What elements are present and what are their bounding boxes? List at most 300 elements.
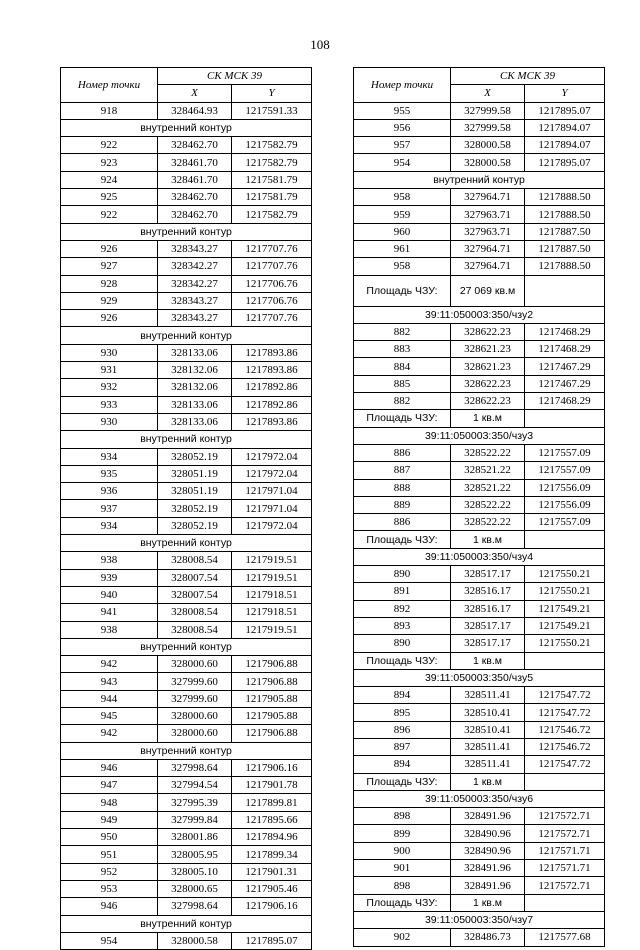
table-row — [354, 600, 605, 617]
point-number: 960 — [354, 223, 451, 240]
area-label: Площадь ЧЗУ: — [354, 410, 451, 427]
area-value: 1 кв.м — [451, 894, 525, 911]
x-coordinate: 328132.06 — [158, 362, 232, 379]
table-row — [61, 932, 312, 949]
contour-row — [61, 638, 312, 655]
y-coordinate: 1217893.86 — [232, 413, 312, 430]
y-coordinate: 1217972.04 — [232, 448, 312, 465]
y-coordinate: 1217468.29 — [525, 323, 605, 340]
point-number: 956 — [354, 119, 451, 136]
point-number: 902 — [354, 929, 451, 946]
point-number: 938 — [61, 552, 158, 569]
point-number: 929 — [61, 292, 158, 309]
x-coordinate: 328622.23 — [451, 393, 525, 410]
table-row — [354, 842, 605, 859]
table-row — [354, 189, 605, 206]
x-coordinate: 328511.41 — [451, 756, 525, 773]
x-coordinate: 328511.41 — [451, 738, 525, 755]
table-row — [354, 583, 605, 600]
area-row — [354, 652, 605, 669]
x-coordinate: 328000.60 — [158, 707, 232, 724]
table-row — [354, 462, 605, 479]
area-value: 1 кв.м — [451, 531, 525, 548]
x-coordinate: 328622.23 — [451, 375, 525, 392]
point-number: 889 — [354, 496, 451, 513]
x-header: X — [158, 85, 232, 102]
table-row — [354, 687, 605, 704]
y-coordinate: 1217572.71 — [525, 825, 605, 842]
x-coordinate: 328052.19 — [158, 500, 232, 517]
x-coordinate: 328133.06 — [158, 413, 232, 430]
table-row — [354, 929, 605, 946]
table-row — [61, 898, 312, 915]
x-coordinate: 328132.06 — [158, 379, 232, 396]
point-number: 952 — [61, 863, 158, 880]
y-coordinate: 1217467.29 — [525, 358, 605, 375]
x-coordinate: 328051.19 — [158, 483, 232, 500]
x-coordinate: 327964.71 — [451, 189, 525, 206]
x-coordinate: 328342.27 — [158, 258, 232, 275]
point-number: 933 — [61, 396, 158, 413]
inner-contour-label: внутренний контур — [354, 171, 605, 188]
y-coordinate: 1217556.09 — [525, 479, 605, 496]
x-coordinate: 328491.96 — [451, 877, 525, 894]
y-coordinate: 1217591.33 — [232, 102, 312, 119]
x-coordinate: 328005.95 — [158, 846, 232, 863]
point-number: 959 — [354, 206, 451, 223]
table-row — [354, 154, 605, 171]
contour-row — [61, 915, 312, 932]
y-coordinate: 1217706.76 — [232, 292, 312, 309]
area-row — [354, 773, 605, 790]
x-coordinate: 328000.60 — [158, 656, 232, 673]
y-coordinate: 1217557.09 — [525, 462, 605, 479]
section-heading: 39:11:050003:350/чзу3 — [354, 427, 605, 444]
contour-row — [61, 327, 312, 344]
x-coordinate: 328517.17 — [451, 566, 525, 583]
point-number: 936 — [61, 483, 158, 500]
y-coordinate: 1217906.88 — [232, 725, 312, 742]
table-row — [354, 137, 605, 154]
empty-cell — [525, 894, 605, 911]
y-coordinate: 1217893.86 — [232, 362, 312, 379]
point-number: 898 — [354, 808, 451, 825]
x-coordinate: 328490.96 — [451, 825, 525, 842]
table-row — [61, 552, 312, 569]
table-row — [61, 102, 312, 119]
x-coordinate: 328052.19 — [158, 448, 232, 465]
y-coordinate: 1217918.51 — [232, 604, 312, 621]
x-coordinate: 327963.71 — [451, 223, 525, 240]
x-coordinate: 328008.54 — [158, 621, 232, 638]
y-coordinate: 1217894.96 — [232, 829, 312, 846]
x-coordinate: 328522.22 — [451, 496, 525, 513]
point-number: 893 — [354, 617, 451, 634]
y-coordinate: 1217468.29 — [525, 393, 605, 410]
table-row — [61, 137, 312, 154]
y-coordinate: 1217888.50 — [525, 206, 605, 223]
table-row — [61, 396, 312, 413]
table-row — [61, 777, 312, 794]
x-coordinate: 328000.65 — [158, 880, 232, 897]
contour-row — [61, 119, 312, 136]
table-row — [61, 292, 312, 309]
table-row — [354, 375, 605, 392]
y-coordinate: 1217549.21 — [525, 617, 605, 634]
point-number: 942 — [61, 656, 158, 673]
table-row — [354, 206, 605, 223]
point-number: 886 — [354, 514, 451, 531]
y-coordinate: 1217905.46 — [232, 880, 312, 897]
point-number: 922 — [61, 137, 158, 154]
y-coordinate: 1217906.88 — [232, 656, 312, 673]
point-number: 958 — [354, 189, 451, 206]
point-number: 897 — [354, 738, 451, 755]
y-coordinate: 1217547.72 — [525, 756, 605, 773]
table-row — [61, 863, 312, 880]
y-coordinate: 1217901.78 — [232, 777, 312, 794]
point-number: 923 — [61, 154, 158, 171]
point-number: 932 — [61, 379, 158, 396]
area-value: 1 кв.м — [451, 652, 525, 669]
y-coordinate: 1217899.34 — [232, 846, 312, 863]
y-coordinate: 1217467.29 — [525, 375, 605, 392]
x-coordinate: 327998.64 — [158, 759, 232, 776]
table-row — [354, 393, 605, 410]
area-row — [354, 275, 605, 306]
y-coordinate: 1217919.51 — [232, 569, 312, 586]
y-coordinate: 1217571.71 — [525, 842, 605, 859]
point-number: 884 — [354, 358, 451, 375]
table-row — [354, 358, 605, 375]
x-coordinate: 328008.54 — [158, 604, 232, 621]
table-row — [354, 341, 605, 358]
point-number: 894 — [354, 756, 451, 773]
section-heading: 39:11:050003:350/чзу5 — [354, 669, 605, 686]
y-coordinate: 1217895.07 — [525, 154, 605, 171]
table-row — [61, 707, 312, 724]
point-number: 943 — [61, 673, 158, 690]
x-coordinate: 328517.17 — [451, 635, 525, 652]
contour-row — [61, 535, 312, 552]
section-heading: 39:11:050003:350/чзу2 — [354, 306, 605, 323]
empty-cell — [525, 773, 605, 790]
point-number: 887 — [354, 462, 451, 479]
y-coordinate: 1217581.79 — [232, 189, 312, 206]
table-row — [61, 483, 312, 500]
empty-cell — [525, 652, 605, 669]
contour-row — [61, 742, 312, 759]
point-number: 946 — [61, 759, 158, 776]
y-coordinate: 1217892.86 — [232, 379, 312, 396]
x-header: X — [451, 85, 525, 102]
area-label: Площадь ЧЗУ: — [354, 773, 451, 790]
table-row — [61, 673, 312, 690]
y-coordinate: 1217906.88 — [232, 673, 312, 690]
table-row — [354, 444, 605, 461]
x-coordinate: 328510.41 — [451, 704, 525, 721]
y-coordinate: 1217893.86 — [232, 344, 312, 361]
point-number: 931 — [61, 362, 158, 379]
x-coordinate: 328621.23 — [451, 341, 525, 358]
x-coordinate: 328000.58 — [451, 137, 525, 154]
point-number: 882 — [354, 323, 451, 340]
point-number: 925 — [61, 189, 158, 206]
table-row — [354, 617, 605, 634]
point-number: 953 — [61, 880, 158, 897]
table-row — [354, 258, 605, 275]
table-row — [61, 656, 312, 673]
point-number: 941 — [61, 604, 158, 621]
x-coordinate: 328051.19 — [158, 465, 232, 482]
x-coordinate: 328516.17 — [451, 600, 525, 617]
section-row — [354, 669, 605, 686]
y-coordinate: 1217572.71 — [525, 808, 605, 825]
table-row — [61, 500, 312, 517]
table-row — [354, 479, 605, 496]
point-number: 937 — [61, 500, 158, 517]
table-row — [61, 880, 312, 897]
table-row — [61, 189, 312, 206]
y-coordinate: 1217905.88 — [232, 707, 312, 724]
table-row — [61, 448, 312, 465]
point-number: 882 — [354, 393, 451, 410]
point-number: 946 — [61, 898, 158, 915]
x-coordinate: 328342.27 — [158, 275, 232, 292]
x-coordinate: 328622.23 — [451, 323, 525, 340]
y-coordinate: 1217468.29 — [525, 341, 605, 358]
point-number: 957 — [354, 137, 451, 154]
table-row — [61, 240, 312, 257]
point-number: 930 — [61, 413, 158, 430]
x-coordinate: 328133.06 — [158, 344, 232, 361]
point-number: 899 — [354, 825, 451, 842]
x-coordinate: 328007.54 — [158, 569, 232, 586]
point-number: 955 — [354, 102, 451, 119]
x-coordinate: 327999.60 — [158, 673, 232, 690]
table-row — [61, 379, 312, 396]
x-coordinate: 327999.58 — [451, 119, 525, 136]
area-value: 1 кв.м — [451, 410, 525, 427]
x-coordinate: 327999.60 — [158, 690, 232, 707]
x-coordinate: 328462.70 — [158, 189, 232, 206]
table-row — [354, 877, 605, 894]
y-coordinate: 1217571.71 — [525, 860, 605, 877]
x-coordinate: 328510.41 — [451, 721, 525, 738]
table-row — [354, 635, 605, 652]
y-coordinate: 1217971.04 — [232, 483, 312, 500]
y-coordinate: 1217894.07 — [525, 119, 605, 136]
point-number: 901 — [354, 860, 451, 877]
point-number: 949 — [61, 811, 158, 828]
x-coordinate: 327963.71 — [451, 206, 525, 223]
inner-contour-label: внутренний контур — [61, 915, 312, 932]
point-number: 961 — [354, 240, 451, 257]
table-row — [354, 704, 605, 721]
area-label: Площадь ЧЗУ: — [354, 652, 451, 669]
x-coordinate: 328522.22 — [451, 444, 525, 461]
y-coordinate: 1217707.76 — [232, 258, 312, 275]
x-coordinate: 328462.70 — [158, 206, 232, 223]
x-coordinate: 328516.17 — [451, 583, 525, 600]
y-coordinate: 1217906.16 — [232, 759, 312, 776]
table-row — [61, 362, 312, 379]
x-coordinate: 328621.23 — [451, 358, 525, 375]
inner-contour-label: внутренний контур — [61, 119, 312, 136]
area-row — [354, 410, 605, 427]
y-coordinate: 1217919.51 — [232, 552, 312, 569]
inner-contour-label: внутренний контур — [61, 535, 312, 552]
y-coordinate: 1217706.76 — [232, 275, 312, 292]
y-coordinate: 1217546.72 — [525, 721, 605, 738]
inner-contour-label: внутренний контур — [61, 742, 312, 759]
x-coordinate: 328005.10 — [158, 863, 232, 880]
section-row — [354, 548, 605, 565]
table-row — [354, 566, 605, 583]
x-coordinate: 328464.93 — [158, 102, 232, 119]
table-row — [61, 310, 312, 327]
point-number: 951 — [61, 846, 158, 863]
table-row — [61, 275, 312, 292]
table-row — [61, 794, 312, 811]
point-number: 898 — [354, 877, 451, 894]
table-row — [61, 344, 312, 361]
y-coordinate: 1217557.09 — [525, 444, 605, 461]
x-coordinate: 328343.27 — [158, 310, 232, 327]
point-number: 939 — [61, 569, 158, 586]
y-header: Y — [525, 85, 605, 102]
y-coordinate: 1217895.66 — [232, 811, 312, 828]
point-number: 934 — [61, 517, 158, 534]
y-coordinate: 1217582.79 — [232, 137, 312, 154]
empty-cell — [525, 275, 605, 306]
x-coordinate: 327964.71 — [451, 258, 525, 275]
point-number-header: Номер точки — [354, 68, 451, 103]
x-coordinate: 328517.17 — [451, 617, 525, 634]
coordinates-table-right — [353, 67, 605, 947]
x-coordinate: 328007.54 — [158, 586, 232, 603]
page-number: 108 — [310, 37, 330, 52]
x-coordinate: 328521.22 — [451, 479, 525, 496]
table-row — [61, 811, 312, 828]
contour-row — [61, 431, 312, 448]
table-row — [354, 223, 605, 240]
area-label: Площадь ЧЗУ: — [354, 894, 451, 911]
coordinate-system-header: СК МСК 39 — [158, 68, 312, 85]
y-coordinate: 1217546.72 — [525, 738, 605, 755]
x-coordinate: 328462.70 — [158, 137, 232, 154]
x-coordinate: 327998.64 — [158, 898, 232, 915]
point-number: 942 — [61, 725, 158, 742]
x-coordinate: 328133.06 — [158, 396, 232, 413]
section-heading: 39:11:050003:350/чзу7 — [354, 911, 605, 928]
y-coordinate: 1217707.76 — [232, 240, 312, 257]
point-number: 935 — [61, 465, 158, 482]
point-number: 947 — [61, 777, 158, 794]
table-row — [61, 517, 312, 534]
area-value: 1 кв.м — [451, 773, 525, 790]
table-row — [61, 206, 312, 223]
point-number: 927 — [61, 258, 158, 275]
x-coordinate: 328491.96 — [451, 808, 525, 825]
contour-row — [354, 171, 605, 188]
y-coordinate: 1217556.09 — [525, 496, 605, 513]
table-row — [354, 323, 605, 340]
point-number: 924 — [61, 171, 158, 188]
table-row — [61, 725, 312, 742]
y-coordinate: 1217582.79 — [232, 206, 312, 223]
section-heading: 39:11:050003:350/чзу4 — [354, 548, 605, 565]
x-coordinate: 328486.73 — [451, 929, 525, 946]
y-coordinate: 1217582.79 — [232, 154, 312, 171]
table-row — [354, 756, 605, 773]
table-row — [354, 860, 605, 877]
empty-cell — [525, 531, 605, 548]
x-coordinate: 328461.70 — [158, 154, 232, 171]
y-coordinate: 1217547.72 — [525, 704, 605, 721]
y-coordinate: 1217888.50 — [525, 189, 605, 206]
point-number: 930 — [61, 344, 158, 361]
point-number: 894 — [354, 687, 451, 704]
table-row — [354, 119, 605, 136]
x-coordinate: 328461.70 — [158, 171, 232, 188]
area-label: Площадь ЧЗУ: — [354, 275, 451, 306]
point-number: 885 — [354, 375, 451, 392]
table-row — [61, 465, 312, 482]
x-coordinate: 328008.54 — [158, 552, 232, 569]
section-row — [354, 911, 605, 928]
x-coordinate: 327995.39 — [158, 794, 232, 811]
y-coordinate: 1217918.51 — [232, 586, 312, 603]
point-number: 922 — [61, 206, 158, 223]
x-coordinate: 328000.58 — [158, 932, 232, 949]
point-number: 928 — [61, 275, 158, 292]
point-number: 891 — [354, 583, 451, 600]
table-row — [354, 240, 605, 257]
y-coordinate: 1217549.21 — [525, 600, 605, 617]
y-coordinate: 1217906.16 — [232, 898, 312, 915]
table-row — [61, 413, 312, 430]
y-coordinate: 1217557.09 — [525, 514, 605, 531]
y-coordinate: 1217707.76 — [232, 310, 312, 327]
table-row — [354, 496, 605, 513]
y-coordinate: 1217581.79 — [232, 171, 312, 188]
point-number: 926 — [61, 310, 158, 327]
table-row — [61, 621, 312, 638]
area-label: Площадь ЧЗУ: — [354, 531, 451, 548]
point-number: 954 — [354, 154, 451, 171]
inner-contour-label: внутренний контур — [61, 431, 312, 448]
x-coordinate: 327994.54 — [158, 777, 232, 794]
inner-contour-label: внутренний контур — [61, 327, 312, 344]
y-coordinate: 1217894.07 — [525, 137, 605, 154]
inner-contour-label: внутренний контур — [61, 223, 312, 240]
point-number: 890 — [354, 566, 451, 583]
y-coordinate: 1217899.81 — [232, 794, 312, 811]
point-number: 950 — [61, 829, 158, 846]
y-coordinate: 1217971.04 — [232, 500, 312, 517]
y-coordinate: 1217550.21 — [525, 566, 605, 583]
section-row — [354, 790, 605, 807]
y-coordinate: 1217887.50 — [525, 240, 605, 257]
x-coordinate: 328490.96 — [451, 842, 525, 859]
empty-cell — [525, 410, 605, 427]
table-row — [61, 258, 312, 275]
y-coordinate: 1217895.07 — [525, 102, 605, 119]
x-coordinate: 327964.71 — [451, 240, 525, 257]
table-row — [61, 586, 312, 603]
y-coordinate: 1217550.21 — [525, 583, 605, 600]
